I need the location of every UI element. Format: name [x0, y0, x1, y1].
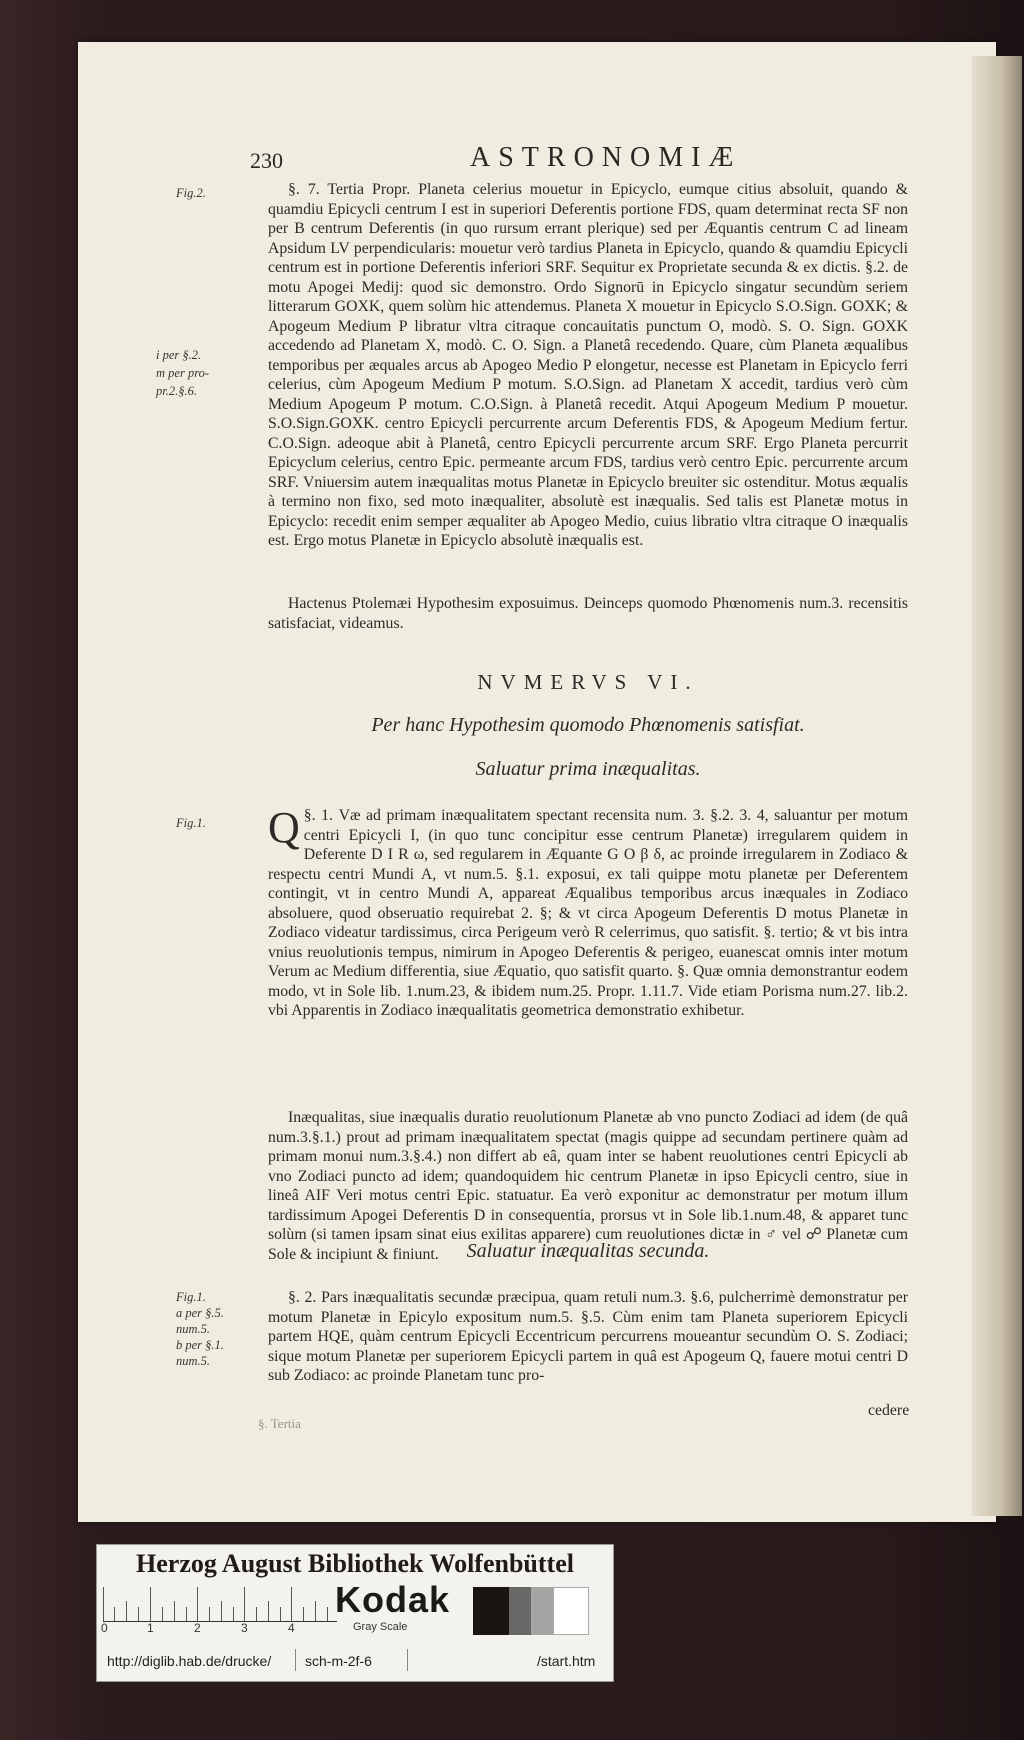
ruler-tick [268, 1601, 269, 1621]
ruler-tick [327, 1607, 328, 1621]
ruler-tick [303, 1607, 304, 1621]
margin-fig-ref: Fig.1. [176, 1290, 206, 1304]
ruler-tick [186, 1607, 187, 1621]
ruler-tick [315, 1601, 316, 1621]
gray-patch-white [553, 1587, 589, 1635]
ruler-tick [174, 1601, 175, 1621]
margin-note: i per §.2. [156, 348, 202, 362]
ruler-tick [138, 1607, 139, 1621]
signature-mark: §. Tertia [258, 1416, 301, 1431]
margin-fig-ref: Fig.2. [176, 186, 206, 200]
start-path: /start.htm [537, 1653, 596, 1669]
library-color-card [96, 1544, 614, 1682]
gray-patch-dark [509, 1587, 531, 1635]
margin-note: num.5. [176, 1354, 211, 1368]
ruler-number: 2 [194, 1621, 201, 1635]
library-name: Herzog August Bibliothek Wolfenbüttel [136, 1549, 574, 1578]
ruler-tick [280, 1607, 281, 1621]
kodak-logo: Kodak [335, 1579, 451, 1620]
gray-patch-mid [531, 1587, 553, 1635]
page-edge [972, 56, 1022, 1516]
paragraph-proprietas-tertia: §. 7. Tertia Propr. Planeta celerius mouetur in Epicyclo, eumque citius absoluit, quando & quamdiu Epicycli centrum I est in superiori Deferentis portione FDS, quam determinat recta SF non per B centrum Deferentis (in quo rursum errant plerique) sed per Æquantis centrum C ad lineam Apsidum LV perpendicularis: mouetur verò tardius Planeta in Epicyclo, quando & quamdiu Epicycli centrum est in portione Deferentis inferiori SRF. Sequitur ex Proprietate secunda & ex dictis. §.2. de motu Apogei Medij: quod sic demonstro. Ordo Signorū in Epicyclo singatur secundùm seriem litterarum GOXK, quem solùm hic attendemus. Planeta X mouetur in Epicyclo S.O.Sign. GOXK; & Apogeum Medium P libratur vltra citraque concauitatis punctum O, modò. S. O. Sign. GOXK accedendo ad Planetam X, modò. C. O. Sign. a Planetâ recedendo. Quare, cùm Planeta æqualibus temporibus per æquales arcus ab Apogeo Medio P elongetur, necesse est Planetam in Epicyclo ferri celerius, cùm Apogeum Medium P motum. S.O.Sign. ad Planetam X accedit, tardius verò cùm Medium Apogeum P motum. C.O.Sign. à Planetâ recedit. Atqui Apogeum Medium P mouetur. S.O.Sign.GOXK. centro Epicycli percurrente arcum Deferentis FDS, & Apogeum Medium fertur. C.O.Sign. adeoque abit à Planetâ, centro Epicycli percurrente arcum SRF. Ergo Planeta percurrit Epicyclum celerius, centro Epic. permeante arcum FDS, tardius verò centro Epic. percurrente arcum SRF. Vniuersim autem inæqualitas motus Planetæ in Epicyclo breuiter sic ostenditur. Motus æqualis à termino non fixo, sed moto inæqualiter, absolutè est inæqualis. Sed talis est Planetæ motus in Epicyclo: recedit enim semper æqualiter ab Apogeo Medio, cuius libratio vltra citraque O inæqualis est. Ergo motus Planetæ in Epicyclo absolutè inæqualis est. [268, 181, 908, 549]
ruler-number: 4 [288, 1621, 295, 1635]
ruler-tick [197, 1587, 198, 1621]
ruler-tick [233, 1607, 234, 1621]
section-subtitle: Per hanc Hypothesim quomodo Phœnomenis satisfiat. [371, 714, 805, 736]
gray-patch-black [473, 1587, 509, 1635]
gray-scale-label: Gray Scale [353, 1621, 408, 1633]
ruler-number: 3 [241, 1621, 248, 1635]
shelfmark: sch-m-2f-6 [305, 1653, 372, 1669]
ruler-tick [209, 1607, 210, 1621]
divider [407, 1649, 408, 1671]
paragraph-hactenus: Hactenus Ptolemæi Hypothesim exposuimus. Deinceps quomodo Phœnomenis num.3. recensitis satisfaciat, videamus. [268, 595, 908, 632]
margin-note: b per §.1. [176, 1338, 224, 1352]
paragraph-prima-inaequalitas [268, 803, 908, 1021]
paragraph-inaequalitas: Inæqualitas, siue inæqualis duratio reuolutionum Planetæ ab vno puncto Zodiaci ad idem (de quâ num.3.§.1.) prout ad primam inæqualitatem spectat (magis quippe ad secundam pertinere quàm ad primam monui num.3.§.4.) non differt ab eâ, quam inter se habent reuolutiones centri Epicycli ab vno Zodiaci puncto ad idem; quandoquidem hic centrum Planetæ in ipso Epicycli centro, siue in lineâ AIF Veri motus centri Epic. statuatur. Ea verò exponitur ac demonstratur per motum illum tardissimum Apogei Deferentis D in consequentia, prorsus vt in Sole lib.1.num.48, & apparet tunc solùm (si tamen ipsam sinat eius exilitas apparere) cum reuolutiones dictæ in ♂ vel ☍ Planetæ cum Sole & incipiunt & finiunt. [268, 1109, 908, 1263]
page-header-title: ASTRONOMIÆ [470, 142, 742, 173]
catchword: cedere [868, 1402, 910, 1419]
paragraph-text: Væ ad primam inæqualitatem spectant recensita num. 3. §.2. 3. 4, saluantur per motum centri Epicycli I, (in quo tunc concipitur esse centrum Planetæ) irregularem quidem in Deferente D I R ω, sed regularem in Æquante G O β δ, ac proinde irregularem in Zodiaco & respectu centri Mundi A, vt num.5. §.1. exposui, ex tali quippe motu planetæ per Deferentem contingit, vt in centro Mundi A, appareat Æqualibus temporibus arcus inæquales in Zodiaco absoluere, quod obseruatio requirebat 2. §; & vt circa Apogeum Deferentis D motus Planetæ in Zodiaco videatur tardissimus, circa Perigeum verò R celerrimus, quo satisfit. §. tertio; & vt bis intra vnius reuolutionis tempus, nimirum in Apogeo Deferentis & perigeo, euanescat omnis inter motum Verum ac Medium differentia, siue Æquatio, quo satisfit quarto. §. Quæ omnia demonstrantur eodem modo, vt in Sole lib. 1.num.23, & ibidem num.25. Propr. 1.11.7. Vide etiam Porisma num.27. lib.2. vbi Apparentis in Zodiaco inæqualitatis geometrica demonstratio exhibetur. [268, 807, 908, 1019]
margin-note: a per §.5. [176, 1306, 224, 1320]
library-url: http://diglib.hab.de/drucke/ [107, 1653, 272, 1669]
margin-fig-ref: Fig.1. [176, 816, 206, 830]
margin-note: pr.2.§.6. [156, 384, 197, 398]
section-heading: NVMERVS VI. [477, 670, 699, 694]
ruler-tick [103, 1587, 104, 1621]
ruler-tick [150, 1587, 151, 1621]
paragraph-secunda: §. 2. Pars inæqualitatis secundæ præcipua, quam retuli num.3. §.6, pulcherrimè demonstratur per motum Planetæ in Epicylo expositum num.5. §.5. Cùm enim tam Planeta superiorem Epicycli partem HQE, quàm centrum Epicycli Eccentricum percurrens moueantur secundùm O. S. Zodiaci; sique motum Planetæ per superiorem Epicycli partem in quâ est Apogeum Q, fauere motui centri D sub Zodiaco: ac proinde Planetam tunc pro- [268, 1289, 908, 1384]
ruler-tick [244, 1587, 245, 1621]
ruler-tick [221, 1601, 222, 1621]
divider [295, 1649, 296, 1671]
subsection-heading: Saluatur prima inæqualitas. [475, 758, 701, 780]
subsection-heading: Saluatur inæqualitas secunda. [466, 1240, 710, 1262]
ruler-number: 0 [101, 1621, 108, 1635]
page-number: 230 [250, 148, 283, 173]
section-mark: §. 1. [303, 807, 334, 824]
drop-cap: Q [268, 803, 300, 852]
scale-ruler [103, 1587, 337, 1622]
ruler-number: 1 [147, 1621, 154, 1635]
ruler-tick [256, 1607, 257, 1621]
ruler-tick [126, 1601, 127, 1621]
margin-note: m per pro- [156, 366, 210, 380]
ruler-tick [291, 1587, 292, 1621]
ruler-tick [162, 1607, 163, 1621]
margin-note: num.5. [176, 1322, 211, 1336]
ruler-tick [114, 1607, 115, 1621]
